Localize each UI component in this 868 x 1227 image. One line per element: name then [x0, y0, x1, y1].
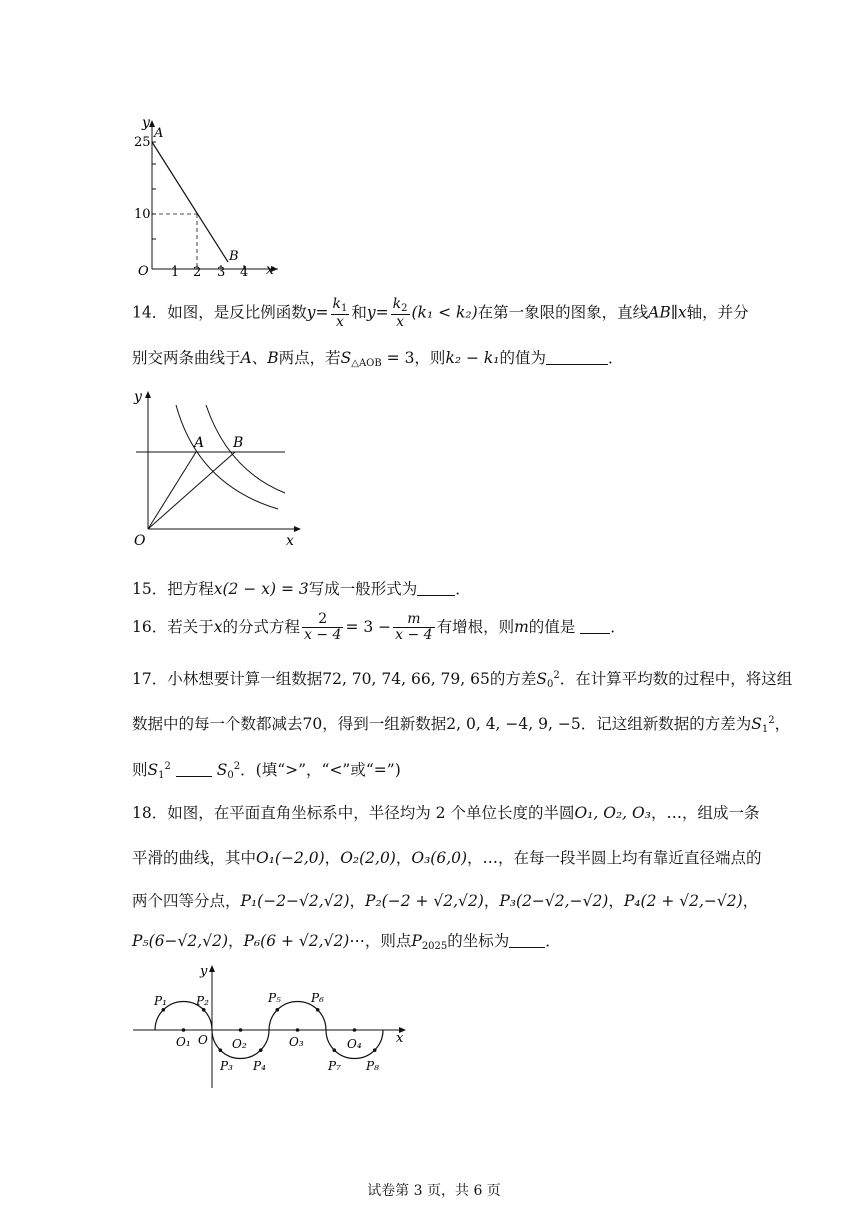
tick-x2: 2: [193, 265, 202, 280]
fig14-origin: O: [134, 533, 146, 549]
point-a-label: A: [154, 126, 164, 141]
fig18-label-0: P₁: [154, 994, 167, 1008]
q14-line1: 14．如图，是反比例函数y= $\frac{k_1}{x}$ 和y= $\frac{k_2}{x}$ (k₁ < k₂)在第一象限的图象，直线AB∥x轴，并分: [132, 296, 749, 330]
figure-14-graph: [128, 385, 303, 550]
q15-line: 15．把方程x(2 − x) = 3写成一般形式为 ．: [132, 580, 471, 598]
x-axis-label: x: [266, 262, 274, 278]
q16-line: 16．若关于x的分式方程 $\frac{2}{x - 4}$ = 3 − $\frac{m}{x - 4}$ 有增根，则m的值是 ．: [132, 611, 626, 644]
tick-y10: 10: [134, 207, 151, 222]
fig18-label-5: P₆: [311, 991, 324, 1005]
tick-x4: 4: [240, 265, 249, 280]
q17-line3: 则$S_1^2$ $S_0^2$．(填“>”，“<”或“=”): [132, 761, 401, 781]
q17-line1: 17．小林想要计算一组数据72, 70, 74, 66, 79, 65的方差$S_0^2$．在计算平均数的过程中，将这组: [132, 670, 793, 690]
page-footer: 试卷第 3 页，共 6 页: [367, 1183, 501, 1199]
fig18-origin: O: [198, 1033, 208, 1047]
q14-line2: 别交两条曲线于A、B两点，若$S_{\triangle AOB} = 3$，则k₂ − k₁的值为 ．: [132, 349, 624, 369]
fig18-label-6: P₇: [328, 1059, 341, 1073]
tick-y25: 25: [134, 135, 151, 150]
fig14-point-a: A: [194, 435, 205, 451]
q17-line2: 数据中的每一个数都减去70，得到一组新数据2, 0, 4, −4, 9, −5．记这组新数据的方差为$S_1^2$，: [132, 715, 791, 735]
fig14-x-axis-label: x: [286, 533, 294, 549]
q14-answer-blank: [546, 364, 608, 365]
figure-13-graph: [128, 112, 288, 282]
fig14-point-b: B: [233, 435, 244, 451]
q15-answer-blank: [417, 595, 455, 596]
q18-line3: 两个四等分点，P₁(−2−√2,√2)，P₂(−2 + √2,√2)，P₃(2−√2,−√2)，P₄(2 + √2,−√2)，: [132, 892, 759, 910]
origin-label: O: [138, 264, 149, 279]
q18-line1: 18．如图，在平面直角坐标系中，半径均为 2 个单位长度的半圆O₁, O₂, O₃，…，组成一条: [132, 804, 760, 822]
tick-x1: 1: [171, 265, 180, 280]
fig14-y-axis-label: y: [134, 389, 142, 405]
fig18-label-3: P₄: [253, 1059, 266, 1073]
q17-answer-blank: [176, 776, 212, 777]
fig18-label-9: O₂: [232, 1037, 247, 1051]
tick-x3: 3: [217, 265, 226, 280]
fig18-label-2: P₃: [220, 1059, 233, 1073]
fig18-label-8: O₁: [176, 1035, 191, 1049]
fig18-label-7: P₈: [366, 1059, 379, 1073]
fig18-label-11: O₄: [347, 1037, 362, 1051]
figure-18-graph: [128, 960, 413, 1095]
point-b-label: B: [229, 249, 239, 264]
q18-line4: P₅(6−√2,√2)，P₆(6 + √2,√2)⋯，则点$P_{2025}$的坐标为 ．: [132, 932, 561, 952]
q18-line2: 平滑的曲线，其中O₁(−2,0)，O₂(2,0)，O₃(6,0)，…，在每一段半圆上均有靠近直径端点的: [132, 849, 762, 867]
fig18-x-axis-label: x: [396, 1031, 404, 1046]
y-axis-label: y: [142, 115, 150, 131]
fig18-label-1: P₂: [196, 994, 209, 1008]
fig18-label-10: O₃: [289, 1035, 304, 1049]
fig18-label-4: P₅: [268, 991, 281, 1005]
q16-answer-blank: [580, 633, 610, 634]
fig18-y-axis-label: y: [200, 964, 208, 979]
q18-answer-blank: [509, 947, 545, 948]
